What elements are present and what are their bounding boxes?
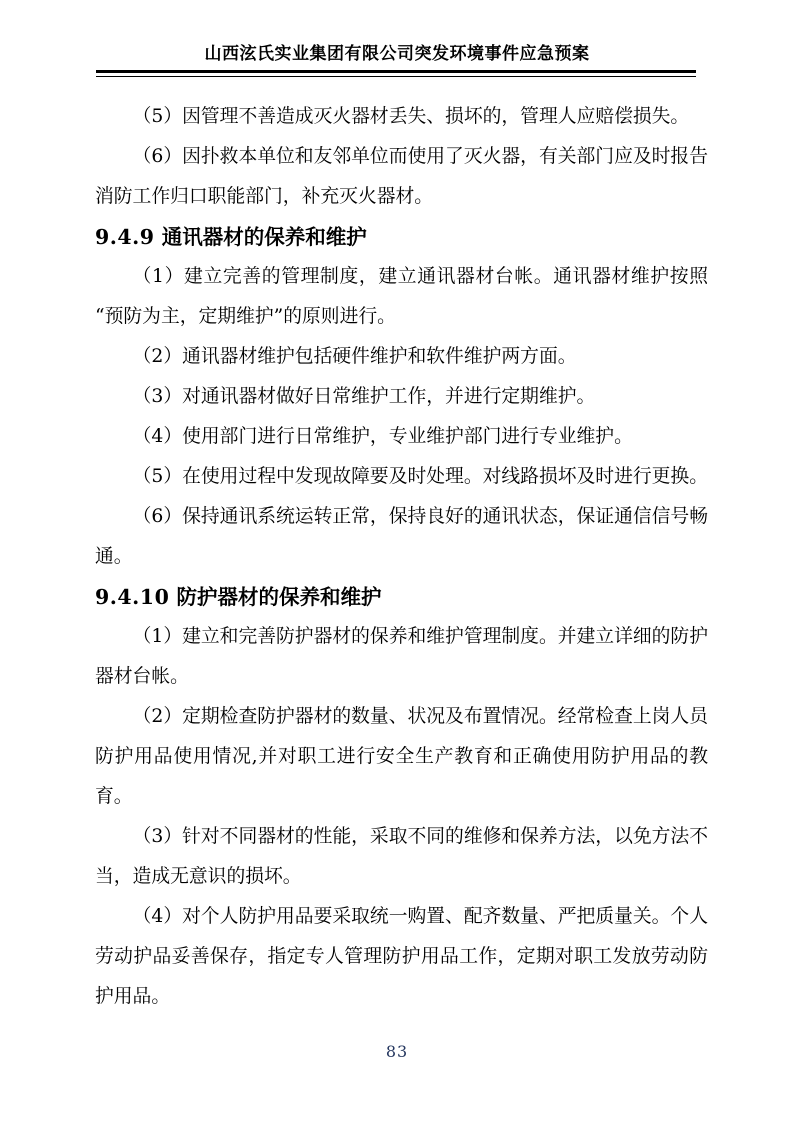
- header-double-rule: [96, 70, 696, 77]
- section-heading: [95, 577, 708, 617]
- body-paragraph: （4）对个人防护用品要采取统一购置、配齐数量、严把质量关。个人劳动护品妥善保存，指定专人管理防护用品工作，定期对职工发放劳动防护用品。: [95, 906, 708, 1007]
- body-paragraph: （3）针对不同器材的性能，采取不同的维修和保养方法，以免方法不当，造成无意识的损坏。: [95, 826, 708, 887]
- body-paragraph: （5）在使用过程中发现故障要及时处理。对线路损坏及时进行更换。: [132, 466, 708, 487]
- section-heading: [95, 217, 708, 257]
- header-title: 山西泫氏实业集团有限公司突发环境事件应急预案: [204, 44, 590, 64]
- body-paragraph: （4）使用部门进行日常维护，专业维护部门进行专业维护。: [132, 426, 633, 447]
- section-number: 9.4.9: [95, 225, 155, 249]
- body-paragraph: （3）对通讯器材做好日常维护工作，并进行定期维护。: [132, 386, 596, 407]
- body-paragraph: （1）建立和完善防护器材的保养和维护管理制度。并建立详细的防护器材台帐。: [95, 626, 708, 687]
- body-paragraph: （5）因管理不善造成灭火器材丢失、损坏的，管理人应赔偿损失。: [132, 106, 690, 127]
- section-title: 防护器材的保养和维护: [176, 585, 382, 609]
- page-footer: [0, 1042, 794, 1061]
- body-paragraph: （6）保持通讯系统运转正常，保持良好的通讯状态，保证通信信号畅通。: [95, 506, 708, 567]
- body-paragraph: （6）因扑救本单位和友邻单位而使用了灭火器，有关部门应及时报告消防工作归口职能部门，补充灭火器材。: [95, 146, 708, 207]
- section-number: 9.4.10: [95, 585, 170, 609]
- body-paragraph: （2）通讯器材维护包括硬件维护和软件维护两方面。: [132, 346, 577, 367]
- body-paragraph: （1）建立完善的管理制度，建立通讯器材台帐。通讯器材维护按照“预防为主，定期维护”的原则进行。: [95, 266, 708, 327]
- document-body: [95, 97, 708, 1017]
- page-header: [0, 0, 794, 77]
- section-title: 通讯器材的保养和维护: [161, 225, 367, 249]
- body-paragraph: （2）定期检查防护器材的数量、状况及布置情况。经常检查上岗人员防护用品使用情况,并对职工进行安全生产教育和正确使用防护用品的教育。: [95, 706, 708, 807]
- page-number: 83: [385, 1042, 409, 1061]
